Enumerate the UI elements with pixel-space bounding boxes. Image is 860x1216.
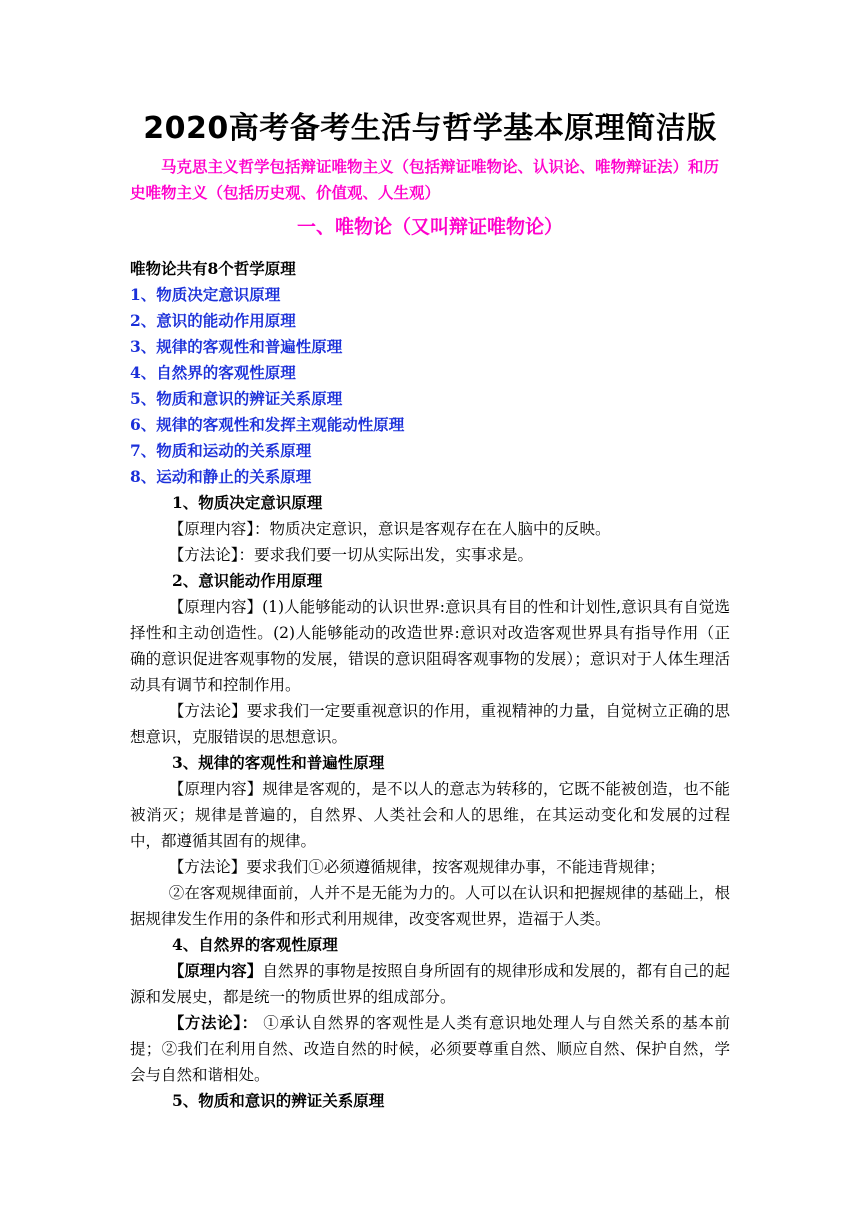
list-item: 1、物质决定意识原理 [130,285,281,304]
principle-1-heading: 1、物质决定意识原理 [172,493,323,512]
content-label: 【原理内容】 [168,520,255,538]
method-label: 【方法论】 [168,858,247,876]
principle-3-heading: 3、规律的客观性和普遍性原理 [172,753,385,772]
method-label: 【方法论】： [168,1013,258,1032]
principle-3-content [130,776,730,854]
method-label: 【方法论】 [168,702,247,720]
principle-3-method-continued: ②在客观规律面前，人并不是无能为力的。人可以在认识和把握规律的基础上，根据规律发生作用的条件和形式利用规律，改变客观世界，造福于人类。 [130,884,730,928]
list-item: 6、规律的客观性和发挥主观能动性原理 [130,415,405,434]
list-item: 5、物质和意识的辨证关系原理 [130,389,343,408]
content-label: 【原理内容】 [168,780,263,798]
document-title: 2020高考备考生活与哲学基本原理简洁版 [143,111,717,146]
principle-2-heading: 2、意识能动作用原理 [172,571,323,590]
list-item: 2、意识的能动作用原理 [130,311,296,330]
content-text: ：物质决定意识，意识是客观存在在人脑中的反映。 [254,520,611,538]
content-text: 规律是客观的，是不以人的意志为转移的，它既不能被创造，也不能被消灭；规律是普遍的，自然界、人类社会和人的思维，在其运动变化和发展的过程中，都遵循其固有的规律。 [130,780,730,850]
principle-1-content [130,516,730,542]
principle-3-method [130,854,730,880]
method-text: ①承认自然界的客观性是人类有意识地处理人与自然关系的基本前提；②我们在利用自然、改造自然的时候，必须要尊重自然、顺应自然、保护自然，学会与自然和谐相处。 [130,1014,730,1084]
intro-paragraph: 马克思主义哲学包括辩证唯物主义（包括辩证唯物论、认识论、唯物辩证法）和历史唯物主义（包括历史观、价值观、人生观） [130,157,720,202]
principle-list-title: 唯物论共有8个哲学原理 [130,259,296,278]
section-heading: 一、唯物论（又叫辩证唯物论） [296,216,563,238]
method-label: 【方法论】 [168,546,239,564]
content-text: (1)人能够能动的认识世界:意识具有目的性和计划性,意识具有自觉选择性和主动创造性。(2)人能够能动的改造世界:意识对改造客观世界具有指导作用（正确的意识促进客观事物的发展，错误的意识阻碍客观事物的发展）；意识对于人体生理活动具有调节和控制作用。 [130,598,730,694]
principle-4-content [130,958,730,1010]
content-text: 自然界的事物是按照自身所固有的规律形成和发展的，都有自己的起源和发展史，都是统一的物质世界的组成部分。 [130,962,730,1006]
list-item: 8、运动和静止的关系原理 [130,467,312,486]
method-text: 要求我们一定要重视意识的作用，重视精神的力量，自觉树立正确的思想意识，克服错误的思想意识。 [130,702,730,746]
content-label: 【原理内容】 [168,961,263,980]
method-text: 要求我们①必须遵循规律，按客观规律办事，不能违背规律； [246,858,665,876]
principle-2-content [130,594,730,698]
principle-4-heading: 4、自然界的客观性原理 [172,935,338,954]
list-item: 7、物质和运动的关系原理 [130,441,312,460]
list-item: 3、规律的客观性和普遍性原理 [130,337,343,356]
principle-list [130,282,730,490]
content-label: 【原理内容】 [168,598,263,616]
list-item: 4、自然界的客观性原理 [130,363,296,382]
method-text: ：要求我们要一切从实际出发，实事求是。 [238,546,534,564]
principle-4-method [130,1010,730,1088]
principle-2-method [130,698,730,750]
principle-1-method [130,542,730,568]
principle-5-heading: 5、物质和意识的辨证关系原理 [172,1091,385,1110]
